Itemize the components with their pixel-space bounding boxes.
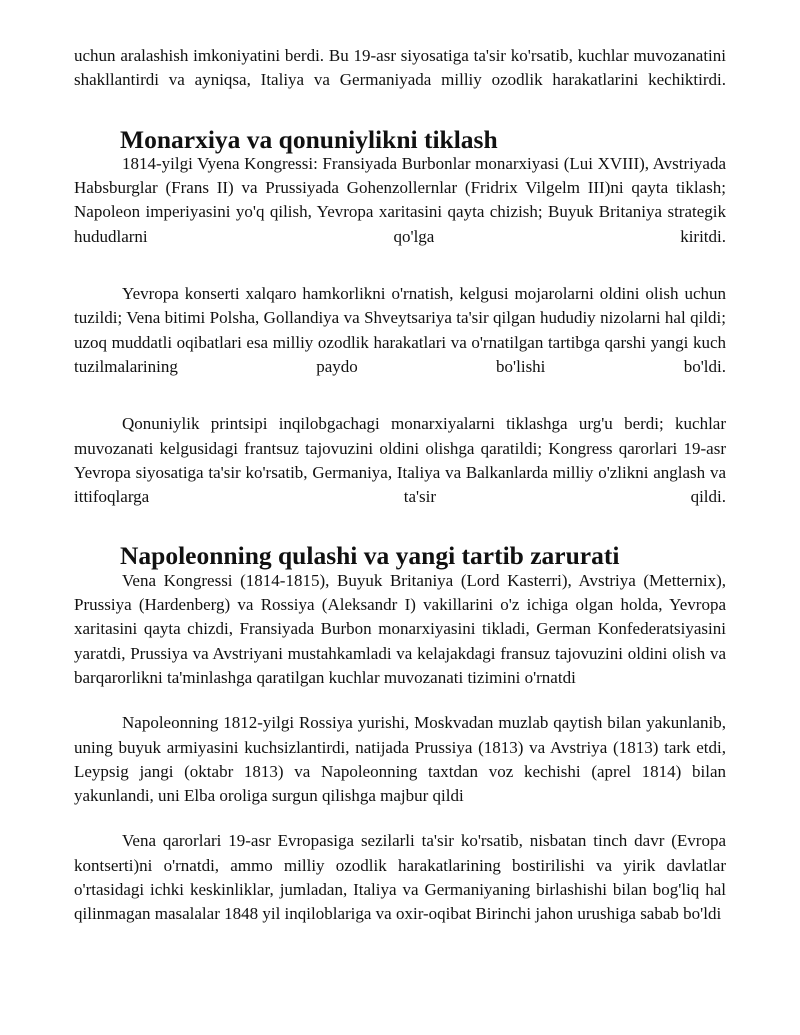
paragraph-vienna-congress-1814: 1814-yilgi Vyena Kongressi: Fransiyada Burbonlar monarxiyasi (Lui XVIII), Avstriyada Habsburglar (Frans II) va Prussiyada Gohenzollernlar (Fridrix Vilgelm III)ni qayta tiklash; Napoleon imperiyasini yo'q qilish, Yevropa xaritasini qayta chizish; Buyuk Britaniya strategik hududlarni qo'lga kiritdi. [74, 153, 726, 246]
paragraph-russian-campaign: Napoleonning 1812-yilgi Rossiya yurishi, Moskvadan muzlab qaytish bilan yakunlanib, uning buyuk armiyasini kuchsizlantirdi, natijada Prussiya (1813) va Avstriya (1813) tark etdi, Leypsig jangi (oktabr 1813) va Napoleonning taxtdan voz kechishi (aprel 1814) bilan yakunlandi, uni Elba oroliga surgun qilishga majbur qildi [74, 713, 726, 806]
paragraph-legitimacy-principle: Qonuniylik printsipi inqilobgachagi monarxiyalarni tiklashga urg'u berdi; kuchlar muvozanati kelgusidagi frantsuz tajovuzini oldini olishga qaratildi; Kongress qarorlari 19-asr Yevropa siyosatiga ta'sir ko'rsatib, Germaniya, Italiya va Balkanlarda milliy o'zlikni anglash va ittifoqlarga ta'sir qildi. [74, 414, 726, 507]
intro-paragraph: uchun aralashish imkoniyatini berdi. Bu 19-asr siyosatiga ta'sir ko'rsatib, kuchlar muvozanatini shakllantirdi va ayniqsa, Italiya va Germaniyada milliy ozodlik harakatlarini kechiktirdi. [74, 46, 726, 90]
spacer [74, 379, 726, 412]
spacer [74, 690, 726, 711]
paragraph-concert-of-europe: Yevropa konserti xalqaro hamkorlikni o'rnatish, kelgusi mojarolarni oldini olish uchun tuzildi; Vena bitimi Polsha, Gollandiya va Shveytsariya ta'sir qilgan hududiy nizolarni hal qildi; uzoq muddatli oqibatlari esa milliy ozodlik harakatlari va o'rnatilgan tartibga qarshi yangi kuch tuzilmalarining paydo bo'lishi bo'ldi. [74, 284, 726, 376]
spacer [74, 249, 726, 282]
paragraph-vienna-congress-delegates: Vena Kongressi (1814-1815), Buyuk Britaniya (Lord Kasterri), Avstriya (Metternix), Prussiya (Hardenberg) va Rossiya (Aleksandr I) vakillarini o'z ichiga olgan holda, Yevropa xaritasini qayta chizdi, Fransiyada Burbon monarxiyasini tikladi, German Konfederatsiyasini yaratdi, Prussiya va Avstriyani mustahkamladi va kelajakdagi fransuz tajovuzini oldini olish va barqarorlikni ta'minlashga qaratilgan kuchlar muvozanati tizimini o'rnatdi [74, 570, 726, 687]
spacer [74, 93, 726, 128]
section-heading-monarchy: Monarxiya va qonuniylikni tiklash [120, 124, 498, 154]
paragraph-vienna-consequences: Vena qarorlari 19-asr Evropasiga sezilarli ta'sir ko'rsatib, nisbatan tinch davr (Evropa kontserti)ni o'rnatdi, ammo milliy ozodlik harakatlarining bostirilishi va yirik davlatlar o'rtasidagi ichki keskinliklar, jumladan, Italiya va Germaniyaning birlashishi bilan bog'liq hal qilinmagan masalalar 1848 yil inqiloblariga va oxir-oqibat Birinchi jahon urushiga sabab bo'ldi [74, 831, 726, 924]
spacer [74, 509, 726, 544]
spacer [74, 808, 726, 829]
section-heading-napoleon-fall: Napoleonning qulashi va yangi tartib zarurati [120, 541, 620, 571]
document-page [74, 44, 726, 927]
